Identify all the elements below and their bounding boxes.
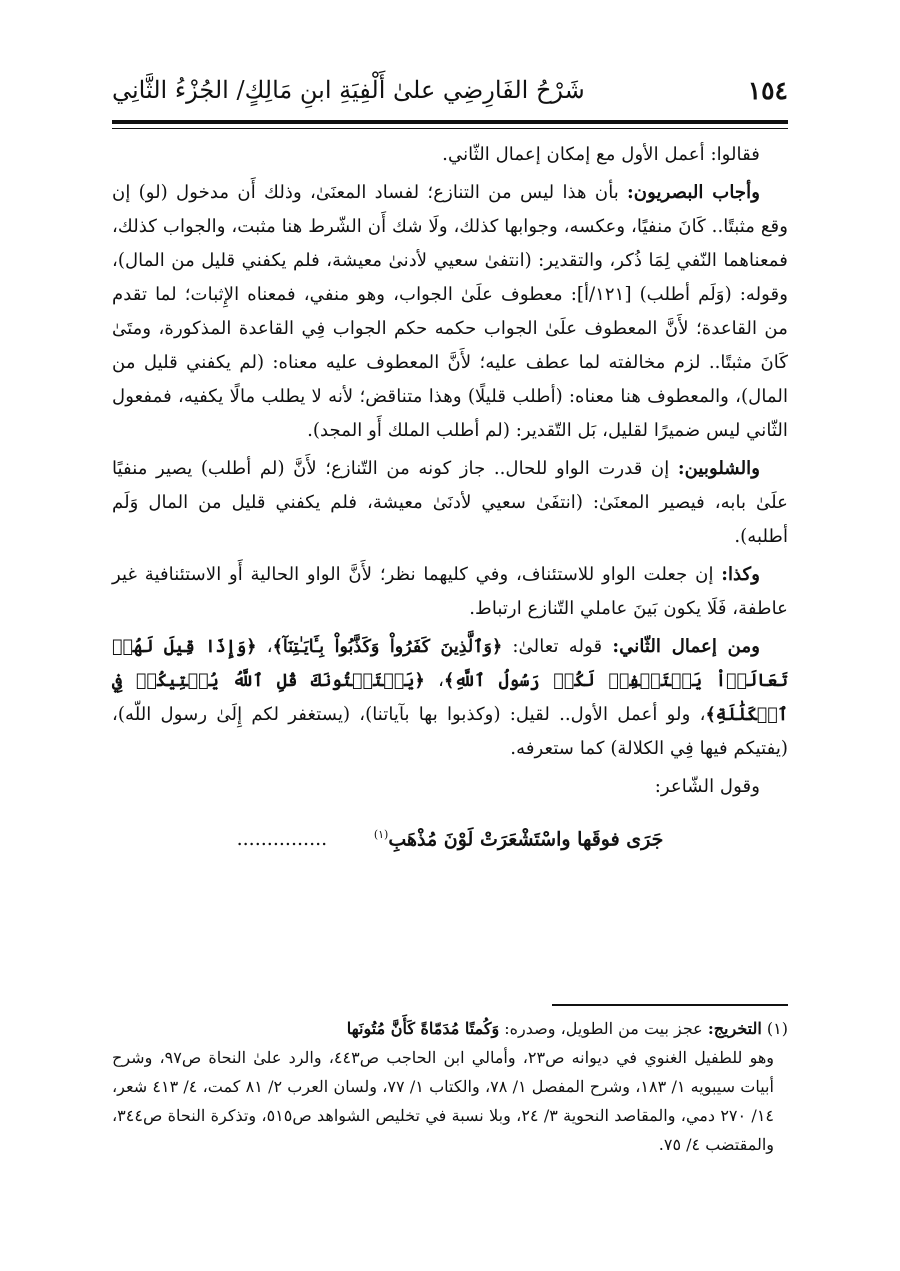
paragraph-1-text: فقالوا: أعمل الأول مع إمكان إعمال الثّاني. bbox=[442, 144, 760, 165]
paragraph-1 bbox=[112, 138, 788, 172]
footnote-1-intro: عجز بيت من الطويل، وصدره: bbox=[499, 1019, 708, 1038]
paragraph-6-text: وقول الشّاعر: bbox=[654, 776, 760, 797]
footnotes bbox=[112, 1014, 788, 1159]
quran-quote-3: ﴿يَسۡتَفۡتُونَكَ قُلِ ٱللَّهُ يُفۡتِيكُمۡ فِي ٱلۡكَلَٰلَةِ﴾ bbox=[112, 671, 788, 725]
footnote-1-verse: وَكُمتًا مُدَمّاةً كَأَنَّ مُتُونَها bbox=[346, 1019, 500, 1038]
paragraph-4-keyword: وكذا: bbox=[721, 564, 760, 585]
paragraph-3-keyword: والشلوبين: bbox=[677, 458, 760, 479]
page-number: ١٥٤ bbox=[747, 76, 788, 105]
page-header bbox=[112, 72, 788, 116]
footnote-rule bbox=[552, 1004, 788, 1006]
running-title: شَرْحُ الفَارِضِي علىٰ أَلْفِيَةِ ابنِ مَالِكٍ/ الجُزْءُ الثَّانِي bbox=[112, 76, 585, 104]
paragraph-5 bbox=[112, 630, 788, 766]
paragraph-6 bbox=[112, 770, 788, 804]
verse-text: جَرَى فوقَها واسْتَشْعَرَتْ لَوْنَ مُذْهَبِ bbox=[388, 828, 664, 851]
paragraph-3-text: إن قدرت الواو للحال.. جاز كونه من التّنازع؛ لأَنَّ (لم أطلب) يصير منفيًا علَىٰ بابه، فيصير المعنَىٰ: (انتفَىٰ سعيي لأدنَىٰ معيشة، فلم يكفني قليل من المال وَلَم أطلبه). bbox=[112, 458, 788, 547]
paragraph-5-rest: ، ولو أعمل الأول.. لقيل: (وكذبوا بها بآياتنا)، (يستغفر لكم إِلَىٰ رسول اللّه)، (يفتيكم فيها فِي الكلالة) كما ستعرفه. bbox=[112, 704, 788, 759]
separator-2: ، bbox=[424, 670, 444, 691]
poetry-verse bbox=[112, 818, 788, 856]
footnote-1-number: (١) bbox=[766, 1019, 788, 1038]
header-rule-thin bbox=[112, 128, 788, 129]
paragraph-2 bbox=[112, 176, 788, 448]
paragraph-5-keyword: ومن إعمال الثّاني: bbox=[612, 636, 760, 657]
footnote-1-head bbox=[112, 1014, 788, 1043]
verse-footnote-marker: (١) bbox=[373, 828, 389, 841]
footnote-1-body bbox=[112, 1043, 788, 1159]
paragraph-4-text: إن جعلت الواو للاستئناف، وفي كليهما نظر؛ لأَنَّ الواو الحالية أَو الاستئنافية غير عاطفة، فَلَا يكون بَينَ عاملي التّنازع ارتباط. bbox=[112, 564, 788, 619]
paragraph-2-text: بأن هذا ليس من التنازع؛ لفساد المعنَىٰ، وذلك أَن مدخول (لو) إن وقع مثبتًا.. كَانَ منفيًا، وعكسه، وجوابها كذلك، ولَا شك أَن الشّرط هنا مثبت، والجواب كذلك، فمعناهما النّفي لِمَا ذُكر، والتقدير: (انتفىٰ سعيي لأدنىٰ معيشة، فلم يكفني قليل من المال)، وقوله: (وَلَم أطلب) [١٢١/أ]: معطوف علَىٰ الجواب، وهو منفي، فمعناه الإِثبات؛ لما تقدم من القاعدة؛ لأَنَّ المعطوف علَىٰ الجواب حكمه حكم الجواب فِي القاعدة المذكورة، ومتَىٰ كَانَ مثبتًا.. لزم مخالفته لما عطف عليه؛ لأَنَّ المعطوف عليه معناه: (لم يكفني قليل من المال)، والمعطوف هنا معناه: (أطلب قليلًا) وهذا متناقض؛ لأنه لا يطلب مالًا يكفيه، فمفعول الثّاني ليس ضميرًا لقليل، بَل التّقدير: (لم أطلب الملك أَو المجد). bbox=[112, 182, 788, 441]
verse-ellipsis: ............... bbox=[236, 828, 328, 851]
paragraph-2-keyword: وأجاب البصريون: bbox=[627, 182, 760, 203]
separator-1: ، bbox=[256, 636, 273, 657]
quran-quote-1: ﴿وَٱلَّذِينَ كَفَرُواْ وَكَذَّبُواْ بِـَٔايَـٰتِنَآ﴾ bbox=[272, 637, 503, 657]
paragraph-4 bbox=[112, 558, 788, 626]
header-rule-thick bbox=[112, 120, 788, 124]
paragraph-3 bbox=[112, 452, 788, 554]
paragraph-5-intro: قوله تعالىٰ: bbox=[502, 636, 613, 657]
footnote-1-keyword: التخريج: bbox=[707, 1019, 762, 1038]
main-text bbox=[112, 138, 788, 856]
footnote-1-sources: وهو للطفيل الغنوي في ديوانه ص٢٣، وأمالي ابن الحاجب ص٤٤٣، والرد علىٰ النحاة ص٩٧، وشرح أبيات سيبويه ١/ ١٨٣، وشرح المفصل ١/ ٧٨، والكتاب ١/ ٧٧، ولسان العرب ٢/ ٨١ كمت، ٤/ ٤١٣ شعر، ١٤/ ٢٧٠ دمي، والمقاصد النحوية ٣/ ٢٤، وبلا نسبة في تخليص الشواهد ص٥١٥، وتذكرة النحاة ص٣٤٤، والمقتضب ٤/ ٧٥. bbox=[112, 1048, 775, 1154]
quran-quote-2: ﴿وَإِذَا قِيلَ لَهُمۡ تَعَالَوۡاْ يَسۡتَغۡفِرۡ لَكُمۡ رَسُولُ ٱللَّهِ﴾ bbox=[112, 637, 788, 691]
